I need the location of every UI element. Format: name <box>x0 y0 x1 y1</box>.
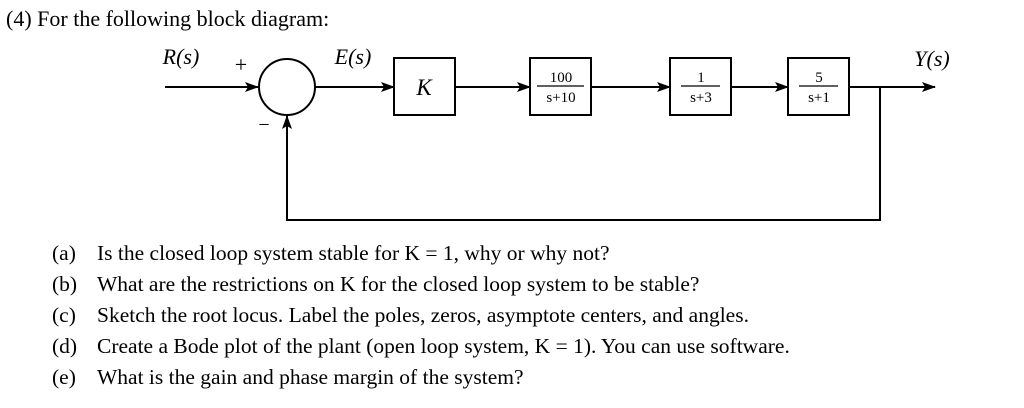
question-e-label: (e) <box>52 365 76 389</box>
question-c-label: (c) <box>52 303 76 327</box>
question-a-label: (a) <box>52 241 76 265</box>
question-list <box>52 238 790 393</box>
output-label: Y(s) <box>914 46 950 71</box>
block3-denominator: s+3 <box>690 90 712 106</box>
question-d <box>52 331 790 362</box>
plus-sign: + <box>234 52 248 77</box>
problem-heading: (4) For the following block diagram: <box>6 6 330 31</box>
block2-numerator: 100 <box>549 70 573 86</box>
block2-denominator: s+10 <box>546 90 576 106</box>
question-b-label: (b) <box>52 272 78 296</box>
question-d-text: Create a Bode plot of the plant (open loop system, K = 1). You can use software. <box>97 334 790 358</box>
question-e <box>52 362 790 393</box>
error-label: E(s) <box>334 44 372 69</box>
block4-denominator: s+1 <box>808 90 830 106</box>
question-e-text: What is the gain and phase margin of the system? <box>97 365 524 389</box>
question-a-text: Is the closed loop system stable for K = 1, why or why not? <box>97 241 610 265</box>
input-label: R(s) <box>162 44 200 69</box>
question-a <box>52 238 790 269</box>
gain-block-label: K <box>416 75 432 100</box>
minus-sign: − <box>258 114 270 136</box>
question-d-label: (d) <box>52 334 78 358</box>
block3-numerator: 1 <box>697 70 705 86</box>
question-c <box>52 300 790 331</box>
question-b <box>52 269 790 300</box>
feedback-path <box>287 87 880 220</box>
question-b-text: What are the restrictions on K for the closed loop system to be stable? <box>97 272 700 296</box>
summing-junction <box>259 59 315 115</box>
question-c-text: Sketch the root locus. Label the poles, zeros, asymptote centers, and angles. <box>97 303 749 327</box>
block4-numerator: 5 <box>815 70 823 86</box>
